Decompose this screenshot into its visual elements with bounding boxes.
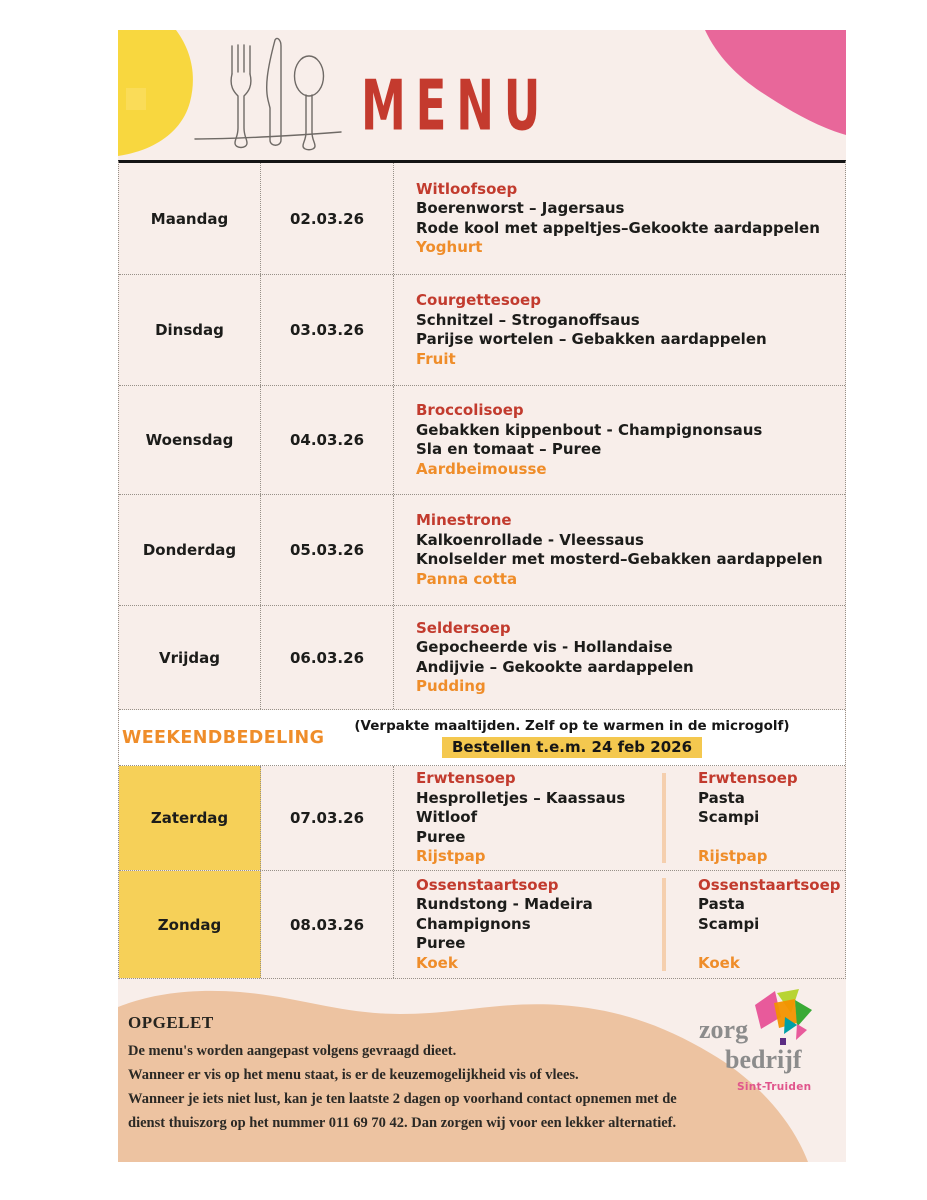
weekend-label: WEEKENDBEDELING bbox=[122, 728, 325, 748]
soup-line: Ossenstaartsoep bbox=[416, 875, 559, 894]
weekend-menu-right bbox=[666, 871, 845, 978]
cutlery-icon bbox=[193, 32, 343, 160]
menu-cell bbox=[394, 163, 845, 274]
dessert-line: Panna cotta bbox=[416, 569, 518, 588]
main-line: Puree bbox=[416, 827, 466, 846]
soup-line: Erwtensoep bbox=[416, 769, 516, 788]
main-line: Puree bbox=[416, 934, 466, 953]
main-line: Pasta bbox=[698, 788, 745, 807]
soup-line: Minestrone bbox=[416, 511, 512, 529]
main-line: Hesprolletjes – Kaassaus bbox=[416, 788, 626, 807]
weekend-band bbox=[119, 710, 845, 766]
soup-line: Courgettesoep bbox=[416, 291, 541, 309]
opgelet-text bbox=[128, 1039, 698, 1135]
main-line: Boerenworst – Jagersaus bbox=[416, 199, 625, 217]
dessert-line: Koek bbox=[698, 953, 740, 972]
soup-line: Seldersoep bbox=[416, 618, 511, 637]
day-cell: Dinsdag bbox=[119, 275, 261, 385]
weekend-note: (Verpakte maaltijden. Zelf op te warmen in de microgolf) bbox=[354, 718, 790, 734]
order-deadline-highlight: Bestellen t.e.m. 24 feb 2026 bbox=[442, 737, 702, 758]
main-line: Rode kool met appeltjes–Gekookte aardappelen bbox=[416, 218, 820, 237]
dessert-line: Fruit bbox=[416, 349, 456, 368]
date-cell: 08.03.26 bbox=[261, 871, 394, 978]
table-row-vrijdag bbox=[119, 606, 845, 710]
logo-text-bedrijf: bedrijf bbox=[725, 1045, 802, 1074]
table-row-maandag bbox=[119, 163, 845, 275]
opgelet-line: dienst thuiszorg op het nummer 011 69 70 42. Dan zorgen wij voor een lekker alternatief. bbox=[128, 1115, 677, 1131]
dessert-line: Pudding bbox=[416, 677, 486, 695]
dessert-line: Koek bbox=[416, 953, 458, 972]
main-line: Andijvie – Gekookte aardappelen bbox=[416, 657, 694, 676]
main-line: Gepocheerde vis - Hollandaise bbox=[416, 638, 673, 656]
menu-cell bbox=[394, 871, 845, 978]
day-cell: Maandag bbox=[119, 163, 261, 274]
date-cell: 07.03.26 bbox=[261, 766, 394, 870]
table-row-zaterdag bbox=[119, 766, 845, 871]
dessert-line: Aardbeimousse bbox=[416, 459, 547, 478]
day-cell-highlighted: Zaterdag bbox=[119, 766, 261, 870]
table-row-donderdag bbox=[119, 495, 845, 606]
main-line: Scampi bbox=[698, 808, 760, 827]
main-line: Parijse wortelen – Gebakken aardappelen bbox=[416, 330, 767, 348]
header bbox=[118, 30, 846, 160]
dessert-line: Yoghurt bbox=[416, 238, 483, 256]
table-row-zondag bbox=[119, 871, 845, 978]
pink-blob-decoration bbox=[595, 30, 846, 140]
zorgbedrijf-logo bbox=[693, 987, 843, 1105]
soup-line: Broccolisoep bbox=[416, 401, 524, 419]
spacer-line bbox=[698, 934, 845, 954]
day-cell: Woensdag bbox=[119, 386, 261, 494]
logo-text-zorg: zorg bbox=[699, 1015, 749, 1044]
date-cell: 06.03.26 bbox=[261, 606, 394, 709]
day-cell: Donderdag bbox=[119, 495, 261, 605]
menu-sheet bbox=[118, 30, 846, 1162]
soup-line: Ossenstaartsoep bbox=[698, 875, 841, 894]
menu-cell bbox=[394, 275, 845, 385]
menu-cell bbox=[394, 386, 845, 494]
main-line: Sla en tomaat – Puree bbox=[416, 440, 602, 458]
date-cell: 03.03.26 bbox=[261, 275, 394, 385]
weekend-band-right bbox=[299, 710, 845, 766]
weekend-menu-left bbox=[416, 871, 662, 978]
menu-cell bbox=[394, 606, 845, 709]
main-line: Witloof bbox=[416, 808, 478, 827]
dessert-line: Rijstpap bbox=[698, 847, 768, 866]
soup-line: Witloofsoep bbox=[416, 179, 518, 198]
main-line: Knolselder met mosterd–Gebakken aardappelen bbox=[416, 550, 823, 568]
opgelet-line: De menu's worden aangepast volgens gevraagd dieet. bbox=[128, 1043, 457, 1059]
main-line: Gebakken kippenbout - Champignonsaus bbox=[416, 420, 763, 439]
main-line: Schnitzel – Stroganoffsaus bbox=[416, 310, 640, 329]
zorgbedrijf-logo-icon bbox=[749, 987, 821, 1051]
soup-line: Erwtensoep bbox=[698, 769, 798, 788]
main-line: Scampi bbox=[698, 914, 760, 933]
page-title: MENU bbox=[361, 64, 551, 147]
date-cell: 04.03.26 bbox=[261, 386, 394, 494]
main-line: Champignons bbox=[416, 914, 531, 933]
menu-table bbox=[118, 160, 846, 979]
main-line: Pasta bbox=[698, 895, 745, 914]
weekend-menu-right bbox=[666, 766, 845, 870]
main-line: Rundstong - Madeira bbox=[416, 895, 593, 914]
opgelet-line: Wanneer je iets niet lust, kan je ten laatste 2 dagen op voorhand contact opnemen met de bbox=[128, 1091, 677, 1107]
dessert-line: Rijstpap bbox=[416, 847, 486, 866]
table-row-woensdag bbox=[119, 386, 845, 495]
spacer-line bbox=[698, 828, 845, 848]
weekend-menu-left bbox=[416, 766, 662, 870]
day-cell-highlighted: Zondag bbox=[119, 871, 261, 978]
menu-cell bbox=[394, 766, 845, 870]
date-cell: 02.03.26 bbox=[261, 163, 394, 274]
footer bbox=[118, 975, 846, 1162]
table-row-dinsdag bbox=[119, 275, 845, 386]
date-cell: 05.03.26 bbox=[261, 495, 394, 605]
opgelet-line: Wanneer er vis op het menu staat, is er de keuzemogelijkheid vis of vlees. bbox=[128, 1067, 579, 1083]
logo-subtitle: Sint-Truiden bbox=[737, 1081, 812, 1093]
day-cell: Vrijdag bbox=[119, 606, 261, 709]
opgelet-heading: OPGELET bbox=[128, 1013, 214, 1032]
menu-cell bbox=[394, 495, 845, 605]
main-line: Kalkoenrollade - Vleessaus bbox=[416, 530, 644, 549]
